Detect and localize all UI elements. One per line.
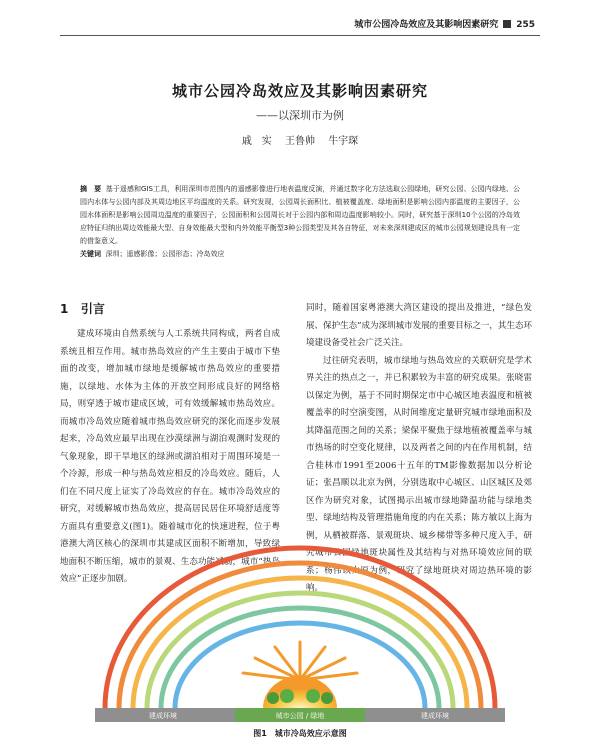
right-paragraph-2: 过往研究表明，城市绿地与热岛效应的关联研究是学术界关注的热点之一，并已积累较为丰富的研究成果。张晓雷以保定为例，基于不同时期保定市中心城区地表温度和植被覆盖率的时空演变图，从时间维度定量研究城市绿地面积及其降温范围之间的关系；梁保平聚焦于绿地植被覆盖率与城市热场的时空变化规律，以及两者之间的内在作用机制，结合桂林市1991至2006十五年的TM影像数据加以分析论证；张昌顺以北京为例，分别选取中心城区、山区城区及郊区作为研究对象，试图揭示出城市绿地降温功能与绿地类型、绿地结构及管理措施角度的内在关系；陈方敏以上海为例，从栖被群落、景观斑块、城乡梯带等多种尺度入手，研究城市公园绿地斑块属性及其结构与对热环境效应间的联系；杨伟以太原为例，研究了绿地斑块对周边热环境的影响。: [306, 355, 532, 593]
keywords-text: 深圳；遥感影像；公园形态；冷岛效应: [105, 250, 225, 258]
page-number: 255: [516, 20, 535, 30]
figure-number: 图1: [253, 729, 267, 738]
section-heading: [60, 300, 105, 317]
left-paragraph: 建成环境由自然系统与人工系统共同构成，两者自成系统且相互作用。城市热岛效应的产生主要由于城市下垫面的改变，增加城市绿地是缓解城市热岛效应的重要措施，以绿地、水体为主体的开放空间形成良好的网络格局，则穿透于城市建成区域，可有效缓解城市热岛效应。而城市冷岛效应随着城市热岛效应研究的深化而逐步发展起来，冷岛效应最早出现在沙漠绿洲与湖泊观测时发现的气象现象，即干旱地区的绿洲或湖泊相对于周围环境是一个冷源，形成一种与热岛效应相反的冷岛效应。随后，人们在不同尺度上证实了冷岛效应的存在。城市冷岛效应的研究，对缓解城市热岛效应，提高居民居住环境舒适度等方面具有重要意义(图1)。随着城市化的快速进程，位于粤港澳大湾区核心的深圳市其建成区面积不断增加，导致绿地面积不断压缩，城市的景观、生态功能减弱，城市“热岛效应”正逐步加剧。: [60, 329, 280, 584]
label-built-env-left: 建成环境: [149, 712, 177, 720]
cool-island-diagram: [95, 530, 505, 725]
abstract-text: 基于遥感和GIS工具，利用深圳市范围内的遥感影像进行地表温度反演，并通过数字化方法选取公园绿地，研究公园、公园内绿地、公园内水体与公园内部及其周边地区平均温度的关系。研究发现，公园周长面积比、植被覆盖度、绿地面积是影响公园内部温度的主要因子，公园水体面积是影响公园周边温度的重要因子，公园面积和公园周长对于公园内部和周边温度影响较小。同时，研究基于深圳10个公园的冷岛效应特征归纳出周边效能最大型、自身效能最大型和内外效能平衡型3种公园类型及其各自特征，对未来深圳建成区的城市公园规划建设具有一定的借鉴意义。: [80, 185, 521, 245]
paper-subtitle: ——以深圳市为例: [256, 109, 344, 122]
abstract-label: 摘 要: [80, 185, 102, 193]
header-square-icon: [503, 20, 511, 28]
author-list: [0, 132, 600, 147]
paper-title: 城市公园冷岛效应及其影响因素研究: [171, 82, 428, 100]
section-number: 1: [60, 302, 69, 316]
figure-caption: [0, 728, 600, 739]
running-header: [354, 17, 535, 30]
keywords-label: 关键词: [80, 250, 101, 258]
running-title: 城市公园冷岛效应及其影响因素研究: [354, 20, 499, 30]
figure-caption-text: 城市冷岛效应示意图: [274, 729, 347, 738]
right-paragraph-1: 同时，随着国家粤港澳大湾区建设的提出及推进，“绿色发展、保护生态”成为深圳城市发展的重要目标之一，其生态环境建设备受社会广泛关注。: [306, 303, 532, 348]
author-name: 王鲁帅: [285, 136, 315, 147]
author-name: 牛宇琛: [328, 136, 359, 147]
author-name: 戚 实: [241, 136, 272, 147]
section-title: 引言: [80, 302, 105, 316]
label-built-env-right: 建成环境: [421, 712, 449, 720]
figure-cool-island-diagram: [95, 530, 505, 725]
abstract-block: [80, 183, 520, 261]
sun-rays-icon: [243, 642, 357, 680]
label-park: 城市公园 / 绿地: [275, 712, 325, 720]
